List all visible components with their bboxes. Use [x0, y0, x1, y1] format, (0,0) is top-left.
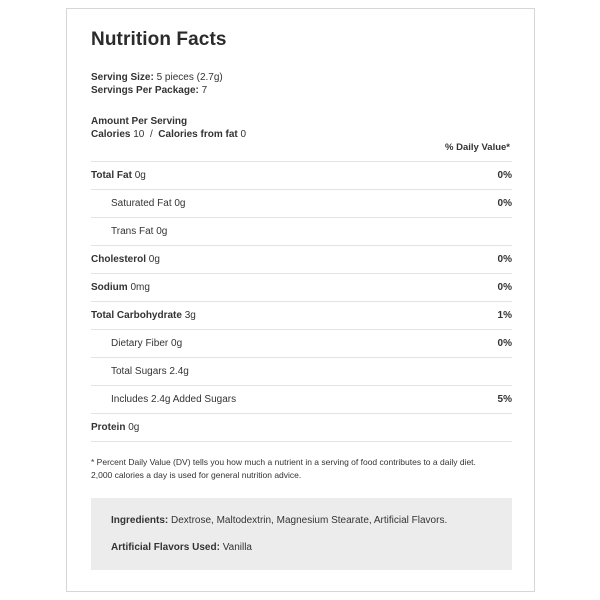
nutrient-amount: 0g: [128, 422, 140, 433]
nutrient-dv: 0%: [497, 170, 512, 181]
nutrient-amount: 2.4g: [169, 366, 189, 377]
nutrient-dv: 0%: [497, 254, 512, 265]
nutrient-amount: 3g: [184, 310, 196, 321]
ingredients-line: [111, 515, 447, 526]
nutrient-row-protein: [91, 414, 512, 442]
servings-per-package-value: 7: [201, 85, 208, 96]
amount-per-serving-heading: Amount Per Serving: [91, 116, 188, 127]
artificial-flavors-value: Vanilla: [222, 542, 252, 553]
daily-value-footnote: [91, 456, 516, 482]
nutrient-name: Dietary Fiber: [111, 338, 169, 349]
serving-size: [91, 71, 223, 84]
nutrient-name: Includes 2.4g Added Sugars: [111, 394, 237, 405]
nutrient-table: [91, 161, 512, 442]
calories-label: Calories: [91, 129, 131, 140]
nutrient-row-cholesterol: [91, 246, 512, 274]
nutrition-facts-title: Nutrition Facts: [91, 29, 227, 50]
nutrient-dv: 0%: [497, 282, 512, 293]
nutrient-row-trans-fat: [91, 218, 512, 246]
nutrient-row-total-carbohydrate: [91, 302, 512, 330]
servings-per-package-label: Servings Per Package:: [91, 85, 199, 96]
servings-per-package: [91, 84, 223, 97]
nutrient-name: Sodium: [91, 282, 128, 293]
nutrient-name: Total Carbohydrate: [91, 310, 182, 321]
nutrient-name: Total Sugars: [111, 366, 167, 377]
nutrient-amount: 0mg: [130, 282, 150, 293]
footnote-line-1: * Percent Daily Value (DV) tells you how much a nutrient in a serving of food contributes to a daily diet.: [91, 457, 476, 467]
nutrient-amount: 0g: [171, 338, 183, 349]
artificial-flavors-label: Artificial Flavors Used:: [111, 542, 220, 553]
ingredients-value: Dextrose, Maltodextrin, Magnesium Stearate, Artificial Flavors.: [171, 515, 448, 526]
nutrient-name: Total Fat: [91, 170, 132, 181]
serving-info: [91, 71, 223, 97]
nutrient-row-sodium: [91, 274, 512, 302]
nutrient-row-total-fat: [91, 162, 512, 190]
nutrient-dv: 0%: [497, 198, 512, 209]
calories-line: [91, 128, 246, 141]
nutrition-facts-panel: [66, 8, 535, 592]
daily-value-header: % Daily Value*: [445, 142, 510, 153]
artificial-flavors-line: [111, 542, 252, 553]
nutrient-name: Protein: [91, 422, 126, 433]
nutrient-row-total-sugars: [91, 358, 512, 386]
nutrient-dv: 5%: [497, 394, 512, 405]
ingredients-label: Ingredients:: [111, 515, 169, 526]
footnote-line-2: 2,000 calories a day is used for general nutrition advice.: [91, 470, 302, 480]
nutrient-name: Cholesterol: [91, 254, 147, 265]
amount-per-serving: [91, 115, 246, 141]
nutrient-amount: 0g: [148, 254, 160, 265]
calories-from-fat-value: 0: [240, 129, 247, 140]
calories-value: 10: [133, 129, 145, 140]
calories-from-fat-label: Calories from fat: [158, 129, 238, 140]
ingredients-box: [91, 498, 512, 570]
nutrient-amount: 0g: [134, 170, 146, 181]
calories-separator: /: [149, 129, 153, 140]
nutrient-name: Saturated Fat: [111, 198, 172, 209]
serving-size-value: 5 pieces (2.7g): [156, 72, 223, 83]
serving-size-label: Serving Size:: [91, 72, 154, 83]
nutrient-row-dietary-fiber: [91, 330, 512, 358]
nutrient-dv: 1%: [497, 310, 512, 321]
nutrient-amount: 0g: [156, 226, 168, 237]
nutrient-amount: 0g: [174, 198, 186, 209]
nutrient-dv: 0%: [497, 338, 512, 349]
nutrient-name: Trans Fat: [111, 226, 154, 237]
nutrient-row-added-sugars: [91, 386, 512, 414]
nutrient-row-saturated-fat: [91, 190, 512, 218]
